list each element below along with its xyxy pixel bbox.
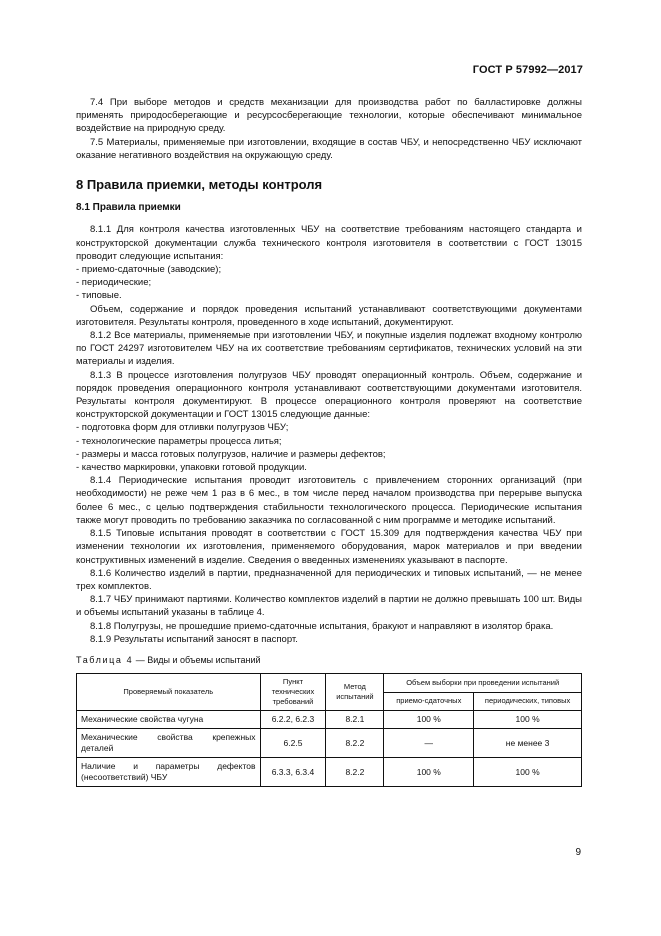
table-caption-label: Таблица 4 [76,654,134,665]
table-caption [76,654,582,667]
cell-indicator: Механические свойства чугуна [77,711,261,729]
tests-table [76,673,582,787]
header-periodic: периодических, типовых [474,692,582,711]
cell-clause: 6.2.5 [260,729,326,758]
list-item: - качество маркировки, упаковки готовой продукции. [76,462,307,474]
list-item: - периодические; [76,277,152,289]
paragraph-8-1-4: 8.1.4 Периодические испытания проводит изготовитель с привлечением сторонних организаций (при необходимости) не реже чем 1 раз в 6 мес., в том числе перед началом производства при перерыве выпуска более 6 мес., с целью подтверждения стабильности технологического процесса. Периодические испытания также могут проводить по требованию заказчика по согласованной с ним программе и методике испытаний. [76,475,582,526]
list-item: - размеры и масса готовых полугрузов, наличие и размеры дефектов; [76,448,386,460]
paragraph-7-5: 7.5 Материалы, применяемые при изготовлении, входящие в состав ЧБУ, и непосредственно ЧБУ исключают оказание негативного воздействия на окружающую среду. [76,136,582,161]
cell-clause: 6.3.3, 6.3.4 [260,758,326,787]
cell-periodic: не менее 3 [474,729,582,758]
paragraph-8-1-1: 8.1.1 Для контроля качества изготовленных ЧБУ на соответствие требованиям настоящего стандарта и конструкторской документации служба технического контроля изготовителя в соответствии с ГОСТ 13015 проводит следующие испытания: [76,224,582,262]
page-content [76,96,582,787]
cell-periodic: 100 % [474,758,582,787]
paragraph-8-1-6: 8.1.6 Количество изделий в партии, предназначенной для периодических и типовых испытаний, — не менее трех комплектов. [76,567,582,592]
header-acceptance: приемо-сдаточных [384,692,474,711]
paragraph-8-1-8: 8.1.8 Полугрузы, не прошедшие приемо-сдаточные испытания, бракуют и направляют в изолятор брака. [90,620,554,632]
table-row [77,729,582,758]
page-number: 9 [575,847,581,858]
cell-acceptance: 100 % [384,711,474,729]
table-row [77,711,582,729]
op-control-list [76,421,582,474]
cell-method: 8.2.2 [326,729,384,758]
table-row [77,758,582,787]
paragraph-8-1-3: 8.1.3 В процессе изготовления полугрузов ЧБУ проводят операционный контроль. Объем, содержание и порядок проведения операционного контроля устанавливают соответствующими документами изготовителя. Результаты контроля документируют. В процессе операционного контроля проверяют на соответствие конструкторской документации и ГОСТ 13015 следующие данные: [76,369,582,421]
section-title: 8 Правила приемки, методы контроля [76,177,323,193]
paragraph-8-1-7: 8.1.7 ЧБУ принимают партиями. Количество комплектов изделий в партии не должно превышать 100 шт. Виды и объемы испытаний указаны в таблице 4. [76,594,582,619]
cell-acceptance: — [384,729,474,758]
cell-periodic: 100 % [474,711,582,729]
cell-indicator: Механические свойства крепежных деталей [77,729,261,758]
document-code: ГОСТ Р 57992—2017 [472,64,583,76]
list-item: - приемо-сдаточные (заводские); [76,264,222,276]
paragraph-scope: Объем, содержание и порядок проведения испытаний устанавливают соответствующими документами изготовителя. Результаты контроля, проведенного в ходе испытаний, документируют. [76,303,582,328]
table-caption-title: — Виды и объемы испытаний [133,654,261,665]
list-item: - технологические параметры процесса литья; [76,435,282,447]
cell-method: 8.2.1 [326,711,384,729]
header-method: Метод испытаний [326,674,384,711]
list-item: - типовые. [76,290,122,302]
subsection-title: 8.1 Правила приемки [76,202,181,214]
paragraph-8-1-9: 8.1.9 Результаты испытаний заносят в паспорт. [90,633,298,645]
tests-list [76,263,582,303]
header-indicator: Проверяемый показатель [77,674,261,711]
cell-clause: 6.2.2, 6.2.3 [260,711,326,729]
header-sample-group: Объем выборки при проведении испытаний [384,674,582,693]
paragraph-8-1-5: 8.1.5 Типовые испытания проводят в соответствии с ГОСТ 15.309 для подтверждения качества ЧБУ при изменении технологии их изготовления, применяемого оборудования, марок материалов и при введении конструктивных изменений в изделие. Сведения о введенных изменениях указывают в паспорте. [76,528,582,566]
cell-acceptance: 100 % [384,758,474,787]
header-clause: Пункт технических требований [260,674,326,711]
cell-indicator: Наличие и параметры дефектов (несоответствий) ЧБУ [77,758,261,787]
paragraph-8-1-2: 8.1.2 Все материалы, применяемые при изготовлении ЧБУ, и покупные изделия подлежат входному контролю по ГОСТ 24297 изготовителем ЧБУ на их соответствие требованиям сертификатов, технических условий на эти материалы и изделия. [76,330,582,368]
cell-method: 8.2.2 [326,758,384,787]
paragraph-7-4: 7.4 При выборе методов и средств механизации для производства работ по балластировке должны применять природосберегающие и ресурсосберегающие технологии, которые обеспечивают минимальное воздействие на природную среду. [76,97,582,135]
list-item: - подготовка форм для отливки полугрузов ЧБУ; [76,422,289,434]
